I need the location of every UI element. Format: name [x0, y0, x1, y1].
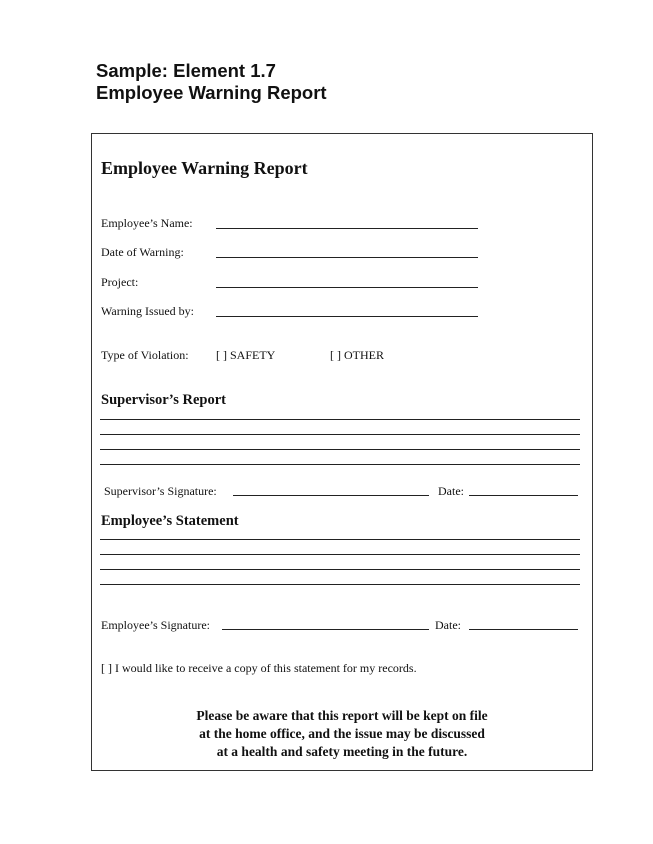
supervisor-report-title: Supervisor’s Report: [101, 392, 226, 408]
warning-issued-by-label: Warning Issued by:: [101, 304, 195, 318]
notice-line-3: at a health and safety meeting in the future.: [216, 744, 468, 759]
employee-statement-title: Employee’s Statement: [101, 513, 239, 529]
supervisor-date-label: Date:: [438, 484, 464, 498]
notice-text: [92, 707, 592, 761]
supervisor-signature-field[interactable]: [233, 495, 429, 496]
supervisor-report-line[interactable]: [100, 434, 580, 435]
employee-statement-line[interactable]: [100, 569, 580, 570]
copy-request-checkbox[interactable]: [ ] I would like to receive a copy of this statement for my records.: [101, 661, 417, 675]
employee-date-field[interactable]: [469, 629, 578, 630]
safety-checkbox[interactable]: [ ] SAFETY: [216, 348, 276, 362]
notice-line-1: Please be aware that this report will be kept on file: [196, 708, 488, 723]
supervisor-report-line[interactable]: [100, 449, 580, 450]
date-of-warning-label: Date of Warning:: [101, 245, 184, 259]
notice-line-2: at the home office, and the issue may be discussed: [199, 726, 485, 741]
employee-name-field[interactable]: [216, 228, 478, 229]
warning-issued-by-field[interactable]: [216, 316, 478, 317]
employee-statement-line[interactable]: [100, 584, 580, 585]
employee-name-label: Employee’s Name:: [101, 216, 193, 230]
form-title: Employee Warning Report: [101, 158, 308, 178]
employee-date-label: Date:: [435, 618, 461, 632]
employee-statement-line[interactable]: [100, 554, 580, 555]
date-of-warning-field[interactable]: [216, 257, 478, 258]
page-heading: [96, 60, 327, 104]
supervisor-report-line[interactable]: [100, 464, 580, 465]
warning-report-form: [91, 133, 593, 771]
page-heading-line-2: Employee Warning Report: [96, 82, 327, 103]
supervisor-date-field[interactable]: [469, 495, 578, 496]
employee-signature-field[interactable]: [222, 629, 429, 630]
supervisor-report-line[interactable]: [100, 419, 580, 420]
employee-statement-line[interactable]: [100, 539, 580, 540]
supervisor-signature-label: Supervisor’s Signature:: [104, 484, 217, 498]
employee-signature-label: Employee’s Signature:: [101, 618, 210, 632]
project-field[interactable]: [216, 287, 478, 288]
page-heading-line-1: Sample: Element 1.7: [96, 60, 276, 81]
project-label: Project:: [101, 275, 139, 289]
violation-type-label: Type of Violation:: [101, 348, 189, 362]
other-checkbox[interactable]: [ ] OTHER: [330, 348, 384, 362]
